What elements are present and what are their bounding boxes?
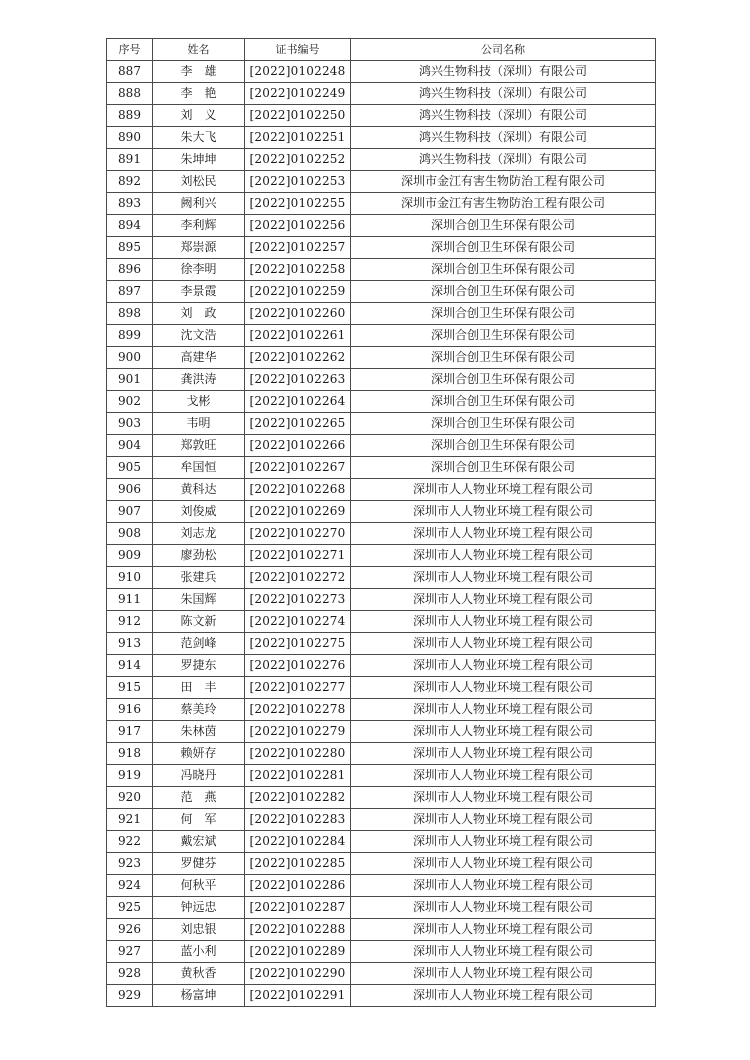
company-name-cell: 深圳市人人物业环境工程有限公司 — [351, 677, 656, 699]
certificate-no-cell: [2022]0102273 — [245, 589, 351, 611]
company-name-cell: 鸿兴生物科技（深圳）有限公司 — [351, 149, 656, 171]
name-cell: 蓝小利 — [153, 941, 245, 963]
serial-no-cell: 911 — [107, 589, 153, 611]
name-cell: 范 燕 — [153, 787, 245, 809]
serial-no-cell: 916 — [107, 699, 153, 721]
table-row — [107, 963, 656, 985]
table-row — [107, 589, 656, 611]
certificate-no-cell: [2022]0102279 — [245, 721, 351, 743]
serial-no-cell: 888 — [107, 83, 153, 105]
certificate-no-cell: [2022]0102282 — [245, 787, 351, 809]
serial-no-cell: 906 — [107, 479, 153, 501]
serial-no-cell: 902 — [107, 391, 153, 413]
certificate-no-cell: [2022]0102266 — [245, 435, 351, 457]
company-name-cell: 深圳市人人物业环境工程有限公司 — [351, 831, 656, 853]
name-cell: 朱坤坤 — [153, 149, 245, 171]
serial-no-cell: 896 — [107, 259, 153, 281]
serial-no-cell: 894 — [107, 215, 153, 237]
company-name-cell: 深圳合创卫生环保有限公司 — [351, 435, 656, 457]
table-row — [107, 545, 656, 567]
serial-no-cell: 914 — [107, 655, 153, 677]
header-company-name: 公司名称 — [351, 39, 656, 61]
company-name-cell: 深圳合创卫生环保有限公司 — [351, 303, 656, 325]
table-body — [107, 61, 656, 1007]
table-row — [107, 347, 656, 369]
table-row — [107, 655, 656, 677]
table-row — [107, 281, 656, 303]
name-cell: 刘志龙 — [153, 523, 245, 545]
serial-no-cell: 898 — [107, 303, 153, 325]
table-row — [107, 699, 656, 721]
name-cell: 蔡美玲 — [153, 699, 245, 721]
company-name-cell: 深圳市人人物业环境工程有限公司 — [351, 985, 656, 1007]
name-cell: 刘 义 — [153, 105, 245, 127]
company-name-cell: 深圳市人人物业环境工程有限公司 — [351, 589, 656, 611]
serial-no-cell: 890 — [107, 127, 153, 149]
name-cell: 沈文浩 — [153, 325, 245, 347]
certificate-no-cell: [2022]0102276 — [245, 655, 351, 677]
serial-no-cell: 915 — [107, 677, 153, 699]
certificate-no-cell: [2022]0102272 — [245, 567, 351, 589]
name-cell: 张建兵 — [153, 567, 245, 589]
company-name-cell: 深圳市人人物业环境工程有限公司 — [351, 633, 656, 655]
table-row — [107, 611, 656, 633]
name-cell: 龚洪涛 — [153, 369, 245, 391]
company-name-cell: 深圳合创卫生环保有限公司 — [351, 347, 656, 369]
serial-no-cell: 910 — [107, 567, 153, 589]
certificate-no-cell: [2022]0102260 — [245, 303, 351, 325]
serial-no-cell: 903 — [107, 413, 153, 435]
table-row — [107, 457, 656, 479]
serial-no-cell: 899 — [107, 325, 153, 347]
table-header — [107, 39, 656, 61]
certificate-no-cell: [2022]0102281 — [245, 765, 351, 787]
certificate-no-cell: [2022]0102290 — [245, 963, 351, 985]
header-serial-no: 序号 — [107, 39, 153, 61]
certificate-no-cell: [2022]0102248 — [245, 61, 351, 83]
table-row — [107, 369, 656, 391]
company-name-cell: 深圳市人人物业环境工程有限公司 — [351, 479, 656, 501]
name-cell: 郑崇源 — [153, 237, 245, 259]
name-cell: 刘 政 — [153, 303, 245, 325]
table-row — [107, 83, 656, 105]
certificate-no-cell: [2022]0102249 — [245, 83, 351, 105]
certificate-no-cell: [2022]0102270 — [245, 523, 351, 545]
header-name: 姓名 — [153, 39, 245, 61]
name-cell: 陈文新 — [153, 611, 245, 633]
table-row — [107, 677, 656, 699]
table-row — [107, 985, 656, 1007]
serial-no-cell: 901 — [107, 369, 153, 391]
certificate-no-cell: [2022]0102251 — [245, 127, 351, 149]
company-name-cell: 深圳合创卫生环保有限公司 — [351, 237, 656, 259]
table-row — [107, 787, 656, 809]
table-row — [107, 105, 656, 127]
name-cell: 范剑峰 — [153, 633, 245, 655]
serial-no-cell: 924 — [107, 875, 153, 897]
serial-no-cell: 891 — [107, 149, 153, 171]
serial-no-cell: 919 — [107, 765, 153, 787]
company-name-cell: 深圳市人人物业环境工程有限公司 — [351, 501, 656, 523]
table-row — [107, 809, 656, 831]
company-name-cell: 深圳市人人物业环境工程有限公司 — [351, 787, 656, 809]
serial-no-cell: 908 — [107, 523, 153, 545]
company-name-cell: 深圳市人人物业环境工程有限公司 — [351, 699, 656, 721]
serial-no-cell: 892 — [107, 171, 153, 193]
certificate-no-cell: [2022]0102278 — [245, 699, 351, 721]
table-row — [107, 127, 656, 149]
table-row — [107, 61, 656, 83]
company-name-cell: 深圳市人人物业环境工程有限公司 — [351, 875, 656, 897]
name-cell: 朱国辉 — [153, 589, 245, 611]
company-name-cell: 深圳市人人物业环境工程有限公司 — [351, 941, 656, 963]
name-cell: 李利辉 — [153, 215, 245, 237]
name-cell: 刘俊威 — [153, 501, 245, 523]
company-name-cell: 深圳市人人物业环境工程有限公司 — [351, 809, 656, 831]
table-row — [107, 919, 656, 941]
serial-no-cell: 904 — [107, 435, 153, 457]
certificate-no-cell: [2022]0102289 — [245, 941, 351, 963]
certificate-no-cell: [2022]0102259 — [245, 281, 351, 303]
table-row — [107, 897, 656, 919]
table-row — [107, 479, 656, 501]
company-name-cell: 深圳市人人物业环境工程有限公司 — [351, 655, 656, 677]
name-cell: 钟远忠 — [153, 897, 245, 919]
certificate-no-cell: [2022]0102258 — [245, 259, 351, 281]
certificate-no-cell: [2022]0102291 — [245, 985, 351, 1007]
name-cell: 李 雄 — [153, 61, 245, 83]
name-cell: 冯晓丹 — [153, 765, 245, 787]
name-cell: 郑敦旺 — [153, 435, 245, 457]
serial-no-cell: 889 — [107, 105, 153, 127]
name-cell: 黄秋香 — [153, 963, 245, 985]
certificate-no-cell: [2022]0102284 — [245, 831, 351, 853]
name-cell: 刘松民 — [153, 171, 245, 193]
name-cell: 牟国恒 — [153, 457, 245, 479]
name-cell: 戈彬 — [153, 391, 245, 413]
company-name-cell: 深圳市人人物业环境工程有限公司 — [351, 897, 656, 919]
certificate-no-cell: [2022]0102287 — [245, 897, 351, 919]
table-row — [107, 941, 656, 963]
certificate-no-cell: [2022]0102271 — [245, 545, 351, 567]
table-row — [107, 435, 656, 457]
certificate-no-cell: [2022]0102250 — [245, 105, 351, 127]
certificate-no-cell: [2022]0102267 — [245, 457, 351, 479]
name-cell: 高建华 — [153, 347, 245, 369]
company-name-cell: 深圳合创卫生环保有限公司 — [351, 413, 656, 435]
name-cell: 戴宏斌 — [153, 831, 245, 853]
serial-no-cell: 887 — [107, 61, 153, 83]
table-row — [107, 171, 656, 193]
company-name-cell: 深圳市人人物业环境工程有限公司 — [351, 963, 656, 985]
company-name-cell: 鸿兴生物科技（深圳）有限公司 — [351, 127, 656, 149]
certificate-no-cell: [2022]0102275 — [245, 633, 351, 655]
table-row — [107, 831, 656, 853]
certificate-no-cell: [2022]0102265 — [245, 413, 351, 435]
company-name-cell: 深圳市人人物业环境工程有限公司 — [351, 765, 656, 787]
serial-no-cell: 923 — [107, 853, 153, 875]
name-cell: 李 艳 — [153, 83, 245, 105]
serial-no-cell: 921 — [107, 809, 153, 831]
serial-no-cell: 893 — [107, 193, 153, 215]
certificate-no-cell: [2022]0102277 — [245, 677, 351, 699]
company-name-cell: 深圳市人人物业环境工程有限公司 — [351, 919, 656, 941]
name-cell: 何 军 — [153, 809, 245, 831]
name-cell: 徐李明 — [153, 259, 245, 281]
company-name-cell: 深圳市人人物业环境工程有限公司 — [351, 567, 656, 589]
company-name-cell: 深圳合创卫生环保有限公司 — [351, 457, 656, 479]
certificate-no-cell: [2022]0102274 — [245, 611, 351, 633]
table-row — [107, 303, 656, 325]
table-row — [107, 215, 656, 237]
serial-no-cell: 928 — [107, 963, 153, 985]
certificate-no-cell: [2022]0102255 — [245, 193, 351, 215]
company-name-cell: 鸿兴生物科技（深圳）有限公司 — [351, 105, 656, 127]
name-cell: 朱大飞 — [153, 127, 245, 149]
serial-no-cell: 909 — [107, 545, 153, 567]
company-name-cell: 深圳合创卫生环保有限公司 — [351, 215, 656, 237]
certificate-no-cell: [2022]0102261 — [245, 325, 351, 347]
certificate-no-cell: [2022]0102288 — [245, 919, 351, 941]
name-cell: 罗健芬 — [153, 853, 245, 875]
header-row — [107, 39, 656, 61]
company-name-cell: 深圳市人人物业环境工程有限公司 — [351, 545, 656, 567]
table-row — [107, 501, 656, 523]
name-cell: 黄科达 — [153, 479, 245, 501]
company-name-cell: 深圳市人人物业环境工程有限公司 — [351, 523, 656, 545]
name-cell: 朱林茵 — [153, 721, 245, 743]
company-name-cell: 深圳合创卫生环保有限公司 — [351, 369, 656, 391]
company-name-cell: 深圳合创卫生环保有限公司 — [351, 325, 656, 347]
table-row — [107, 413, 656, 435]
serial-no-cell: 917 — [107, 721, 153, 743]
name-cell: 赖妍存 — [153, 743, 245, 765]
table-row — [107, 743, 656, 765]
name-cell: 罗捷东 — [153, 655, 245, 677]
serial-no-cell: 912 — [107, 611, 153, 633]
serial-no-cell: 913 — [107, 633, 153, 655]
name-cell: 廖劲松 — [153, 545, 245, 567]
company-name-cell: 深圳市人人物业环境工程有限公司 — [351, 743, 656, 765]
certificate-no-cell: [2022]0102269 — [245, 501, 351, 523]
certificate-no-cell: [2022]0102268 — [245, 479, 351, 501]
serial-no-cell: 925 — [107, 897, 153, 919]
certificate-no-cell: [2022]0102285 — [245, 853, 351, 875]
serial-no-cell: 927 — [107, 941, 153, 963]
certificate-no-cell: [2022]0102286 — [245, 875, 351, 897]
name-cell: 刘忠银 — [153, 919, 245, 941]
company-name-cell: 鸿兴生物科技（深圳）有限公司 — [351, 83, 656, 105]
table-row — [107, 633, 656, 655]
company-name-cell: 深圳市人人物业环境工程有限公司 — [351, 611, 656, 633]
company-name-cell: 深圳市金江有害生物防治工程有限公司 — [351, 171, 656, 193]
serial-no-cell: 929 — [107, 985, 153, 1007]
table-row — [107, 875, 656, 897]
name-cell: 阙利兴 — [153, 193, 245, 215]
name-cell: 杨富坤 — [153, 985, 245, 1007]
certificate-no-cell: [2022]0102257 — [245, 237, 351, 259]
company-name-cell: 深圳合创卫生环保有限公司 — [351, 391, 656, 413]
serial-no-cell: 895 — [107, 237, 153, 259]
name-cell: 田 丰 — [153, 677, 245, 699]
certificate-table — [106, 38, 656, 1007]
table-row — [107, 765, 656, 787]
table-row — [107, 325, 656, 347]
certificate-no-cell: [2022]0102256 — [245, 215, 351, 237]
serial-no-cell: 905 — [107, 457, 153, 479]
table-row — [107, 853, 656, 875]
serial-no-cell: 907 — [107, 501, 153, 523]
serial-no-cell: 918 — [107, 743, 153, 765]
table-row — [107, 391, 656, 413]
name-cell: 韦明 — [153, 413, 245, 435]
name-cell: 何秋平 — [153, 875, 245, 897]
serial-no-cell: 922 — [107, 831, 153, 853]
serial-no-cell: 926 — [107, 919, 153, 941]
table-row — [107, 567, 656, 589]
table-row — [107, 237, 656, 259]
certificate-no-cell: [2022]0102263 — [245, 369, 351, 391]
certificate-no-cell: [2022]0102283 — [245, 809, 351, 831]
header-certificate-no: 证书编号 — [245, 39, 351, 61]
serial-no-cell: 920 — [107, 787, 153, 809]
certificate-no-cell: [2022]0102264 — [245, 391, 351, 413]
table-row — [107, 149, 656, 171]
certificate-no-cell: [2022]0102253 — [245, 171, 351, 193]
company-name-cell: 深圳合创卫生环保有限公司 — [351, 281, 656, 303]
table-row — [107, 259, 656, 281]
certificate-no-cell: [2022]0102252 — [245, 149, 351, 171]
certificate-no-cell: [2022]0102262 — [245, 347, 351, 369]
serial-no-cell: 900 — [107, 347, 153, 369]
table-row — [107, 193, 656, 215]
serial-no-cell: 897 — [107, 281, 153, 303]
company-name-cell: 深圳市金江有害生物防治工程有限公司 — [351, 193, 656, 215]
company-name-cell: 深圳市人人物业环境工程有限公司 — [351, 721, 656, 743]
certificate-no-cell: [2022]0102280 — [245, 743, 351, 765]
company-name-cell: 深圳合创卫生环保有限公司 — [351, 259, 656, 281]
company-name-cell: 深圳市人人物业环境工程有限公司 — [351, 853, 656, 875]
company-name-cell: 鸿兴生物科技（深圳）有限公司 — [351, 61, 656, 83]
name-cell: 李景霞 — [153, 281, 245, 303]
table-row — [107, 721, 656, 743]
table-row — [107, 523, 656, 545]
